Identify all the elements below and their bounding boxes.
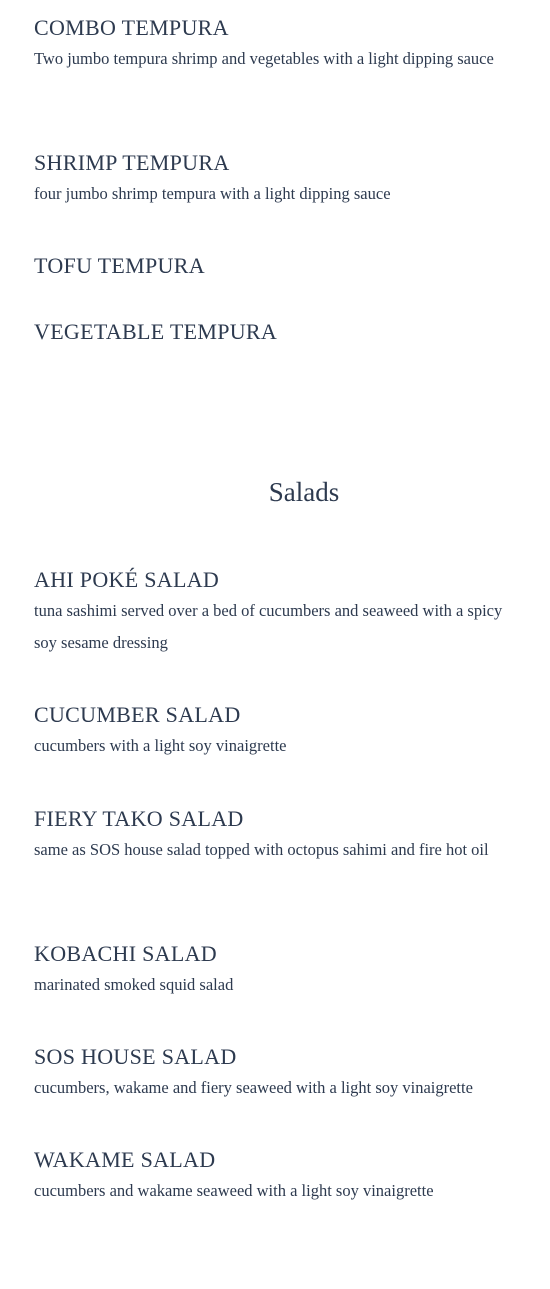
menu-item-sos-house-salad xyxy=(34,1044,524,1104)
item-name: WAKAME SALAD xyxy=(34,1147,216,1172)
section-title: Salads xyxy=(268,477,340,507)
menu-item-vegetable-tempura xyxy=(34,319,524,345)
item-description: cucumbers and wakame seaweed with a light soy vinaigrette xyxy=(34,1181,434,1200)
item-description: marinated smoked squid salad xyxy=(34,975,234,994)
menu-item-shrimp-tempura xyxy=(34,150,524,210)
menu-item-cucumber-salad xyxy=(34,702,524,762)
item-name: TOFU TEMPURA xyxy=(34,253,205,278)
item-description: tuna sashimi served over a bed of cucumbers and seaweed with a spicy soy sesame dressing xyxy=(34,601,503,652)
item-name: COMBO TEMPURA xyxy=(34,15,229,40)
item-name: AHI POKÉ SALAD xyxy=(34,567,220,592)
item-name: KOBACHI SALAD xyxy=(34,941,217,966)
item-name: VEGETABLE TEMPURA xyxy=(34,319,278,344)
item-description: same as SOS house salad topped with octopus sahimi and fire hot oil xyxy=(34,840,489,859)
menu-item-wakame-salad xyxy=(34,1147,524,1207)
item-description: cucumbers, wakame and fiery seaweed with a light soy vinaigrette xyxy=(34,1078,473,1097)
menu-item-kobachi-salad xyxy=(34,941,524,1001)
menu-item-fiery-tako-salad xyxy=(34,806,524,866)
menu-item-ahi-poke-salad xyxy=(34,567,524,659)
item-name: CUCUMBER SALAD xyxy=(34,702,241,727)
item-name: SHRIMP TEMPURA xyxy=(34,150,230,175)
menu-item-combo-tempura xyxy=(34,15,524,75)
item-description: cucumbers with a light soy vinaigrette xyxy=(34,736,287,755)
menu-item-tofu-tempura xyxy=(34,253,524,279)
item-description: four jumbo shrimp tempura with a light dipping sauce xyxy=(34,184,391,203)
item-name: FIERY TAKO SALAD xyxy=(34,806,244,831)
item-description: Two jumbo tempura shrimp and vegetables with a light dipping sauce xyxy=(34,49,494,68)
item-name: SOS HOUSE SALAD xyxy=(34,1044,237,1069)
